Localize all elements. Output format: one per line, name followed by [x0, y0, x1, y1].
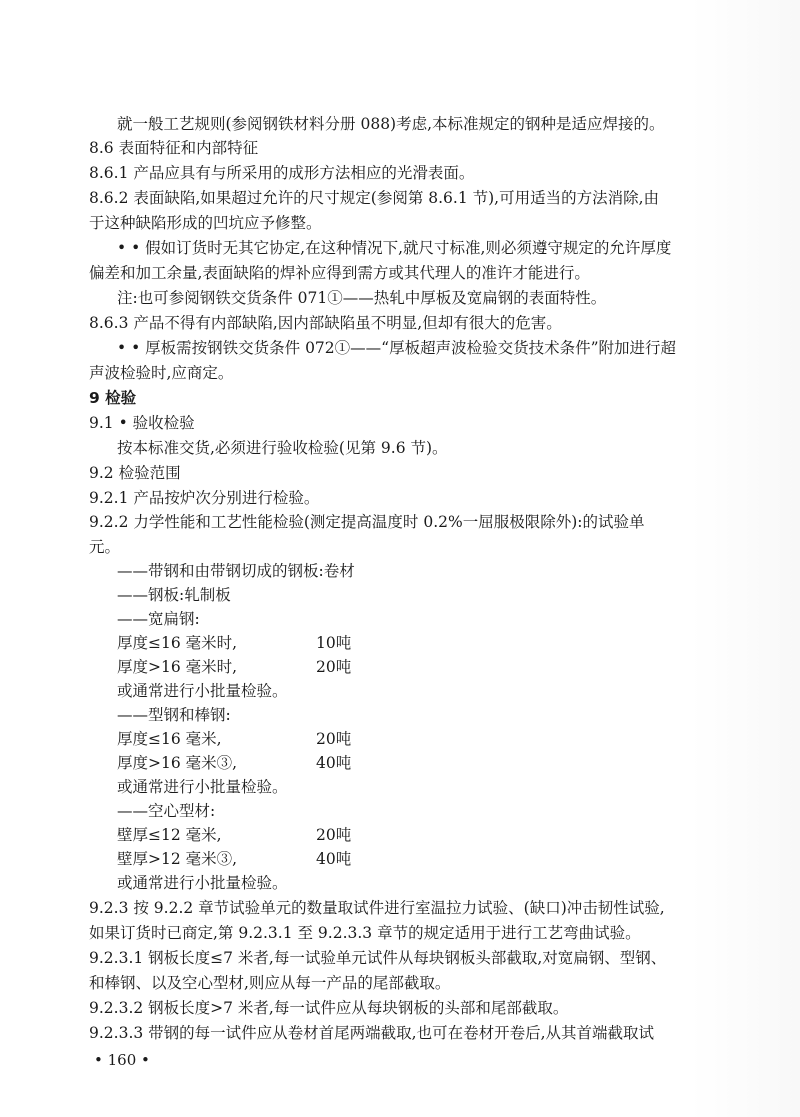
hollow-thick-label: 壁厚>12 毫米③,	[117, 850, 238, 868]
agreement-paragraph-cont: 偏差和加工余量,表面缺陷的焊补应得到需方或其代理人的准许才能进行。	[89, 264, 590, 282]
list-item-plate: ——钢板:轧制板	[117, 586, 231, 604]
clause-9-1-text: 按本标准交货,必须进行验收检验(见第 9.6 节)。	[117, 439, 448, 457]
clause-9-2-3-1: 9.2.3.1 钢板长度≤7 米者,每一试验单元试件从每块钢板头部截取,对宽扁钢、型钢、	[89, 949, 667, 967]
sections-thin-value: 20吨	[316, 730, 352, 748]
clause-9-1: 9.1 • 验收检验	[89, 414, 195, 432]
clause-9-2-3-3: 9.2.3.3 带钢的每一试件应从卷材首尾两端截取,也可在卷材开卷后,从其首端截取试	[89, 1024, 655, 1042]
clause-9-2: 9.2 检验范围	[89, 464, 181, 482]
intro-paragraph: 就一般工艺规则(参阅钢铁材料分册 088)考虑,本标准规定的钢种是适应焊接的。	[117, 115, 665, 133]
sections-thick-value: 40吨	[316, 754, 352, 772]
small-batch-note-2: 或通常进行小批量检验。	[117, 778, 288, 796]
hollow-thin-label: 壁厚≤12 毫米,	[117, 826, 222, 844]
sections-thick-label: 厚度>16 毫米③,	[117, 754, 238, 772]
wide-flat-thin-label: 厚度≤16 毫米时,	[117, 634, 238, 652]
ultrasonic-paragraph-cont: 声波检验时,应商定。	[89, 364, 234, 382]
agreement-paragraph: • • 假如订货时无其它协定,在这种情况下,就尺寸标准,则必须遵守规定的允许厚度	[117, 239, 672, 257]
list-item-hollow-sections: ——空心型材:	[117, 802, 216, 820]
clause-9-2-3-2: 9.2.3.2 钢板长度>7 米者,每一试件应从每块钢板的头部和尾部截取。	[89, 999, 569, 1017]
clause-8-6-3: 8.6.3 产品不得有内部缺陷,因内部缺陷虽不明显,但却有很大的危害。	[89, 314, 562, 332]
hollow-thin-value: 20吨	[316, 826, 352, 844]
clause-8-6-1: 8.6.1 产品应具有与所采用的成形方法相应的光滑表面。	[89, 164, 475, 182]
list-item-sections-bars: ——型钢和棒钢:	[117, 706, 231, 724]
clause-9-2-2-cont: 元。	[89, 538, 121, 556]
clause-8-6-2: 8.6.2 表面缺陷,如果超过允许的尺寸规定(参阅第 8.6.1 节),可用适当的方法消除,由	[89, 189, 660, 207]
clause-9-2-2: 9.2.2 力学性能和工艺性能检验(测定提高温度时 0.2%一屈服极限除外):的试验单	[89, 513, 645, 531]
section-heading-9: 9 检验	[89, 389, 137, 407]
clause-9-2-1: 9.2.1 产品按炉次分别进行检验。	[89, 489, 320, 507]
clause-9-2-3-cont: 如果订货时已商定,第 9.2.3.1 至 9.2.3.3 章节的规定适用于进行工艺弯曲试验。	[89, 924, 641, 942]
note-line: 注:也可参阅钢铁交货条件 071①——热轧中厚板及宽扁钢的表面特性。	[117, 289, 607, 307]
wide-flat-thin-value: 10吨	[316, 634, 352, 652]
wide-flat-thick-value: 20吨	[316, 658, 352, 676]
ultrasonic-paragraph: • • 厚板需按钢铁交货条件 072①——“厚板超声波检验交货技术条件”附加进行超	[117, 339, 677, 357]
clause-9-2-3-1-cont: 和棒钢、以及空心型材,则应从每一产品的尾部截取。	[89, 974, 451, 992]
wide-flat-thick-label: 厚度>16 毫米时,	[117, 658, 238, 676]
list-item-wide-flat: ——宽扁钢:	[117, 610, 200, 628]
list-item-strip: ——带钢和由带钢切成的钢板:卷材	[117, 562, 355, 580]
page-number: • 160 •	[94, 1051, 150, 1069]
clause-8-6-2-cont: 于这种缺陷形成的凹坑应予修整。	[89, 214, 322, 232]
small-batch-note-3: 或通常进行小批量检验。	[117, 874, 288, 892]
scan-edge-shading	[690, 0, 800, 1117]
small-batch-note-1: 或通常进行小批量检验。	[117, 682, 288, 700]
hollow-thick-value: 40吨	[316, 850, 352, 868]
sections-thin-label: 厚度≤16 毫米,	[117, 730, 222, 748]
section-heading-8-6: 8.6 表面特征和内部特征	[89, 139, 259, 157]
clause-9-2-3: 9.2.3 按 9.2.2 章节试验单元的数量取试件进行室温拉力试验、(缺口)冲击韧性试验,	[89, 899, 665, 917]
